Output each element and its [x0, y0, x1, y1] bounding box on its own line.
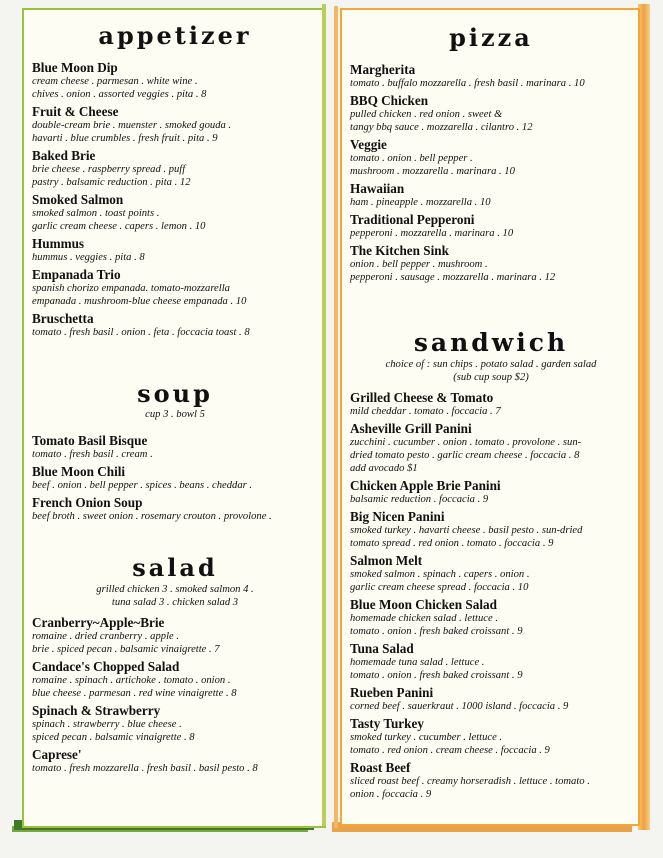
right-menu-panel [340, 8, 640, 826]
menu-item-name: Salmon Melt [350, 553, 423, 568]
menu-item-name: Margherita [350, 62, 416, 77]
right-panel-edge-left [334, 6, 338, 828]
salad-section [32, 553, 318, 778]
menu-item [350, 553, 632, 594]
menu-item-description: smoked salmon . toast points . [32, 208, 160, 219]
menu-item [350, 421, 632, 475]
menu-item [350, 509, 632, 550]
menu-item-name: Veggie [350, 137, 387, 152]
menu-item-description: tomato . buffalo mozzarella . fresh basil . marinara . 10 [350, 78, 585, 89]
salad-subtitle-line-1: grilled chicken 3 . smoked salmon 4 . [96, 584, 254, 595]
menu-item [350, 181, 632, 209]
soup-section [32, 379, 318, 526]
menu-item-description: garlic cream cheese . capers . lemon . 10 [32, 221, 206, 232]
menu-item-name: Blue Moon Chicken Salad [350, 597, 497, 612]
menu-item-description: ham . pineapple . mozzarella . 10 [350, 197, 491, 208]
salad-heading: salad [132, 553, 218, 582]
menu-item-description: mild cheddar . tomato . foccacia . 7 [350, 406, 501, 417]
menu-item [350, 390, 632, 418]
menu-item [32, 148, 318, 189]
menu-item-description: sliced roast beef . creamy horseradish . lettuce . tomato . [350, 776, 590, 787]
menu-item-name: Cranberry~Apple~Brie [32, 615, 165, 630]
soup-heading: soup [137, 379, 213, 408]
pizza-list [350, 62, 632, 284]
menu-item-description: balsamic reduction . foccacia . 9 [350, 494, 489, 505]
menu-item-description: brie cheese . raspberry spread . puff [32, 164, 186, 175]
menu-item [350, 478, 632, 506]
menu-item-description: tomato . onion . bell pepper . [350, 153, 473, 164]
left-panel-edge [322, 4, 326, 826]
menu-item [350, 641, 632, 682]
menu-item [350, 716, 632, 757]
menu-item-description: tomato spread . red onion . tomato . foccacia . 9 [350, 538, 554, 549]
menu-item [350, 243, 632, 284]
menu-item-name: Fruit & Cheese [32, 104, 119, 119]
menu-item [32, 236, 318, 264]
menu-item [32, 267, 318, 308]
pizza-section [350, 23, 632, 287]
menu-item-name: BBQ Chicken [350, 93, 429, 108]
menu-item-description: pepperoni . sausage . mozzarella . marinara . 12 [350, 272, 556, 283]
pizza-heading: pizza [449, 23, 533, 52]
menu-item-description: spinach . strawberry . blue cheese . [32, 719, 182, 730]
menu-item-name: Grilled Cheese & Tomato [350, 390, 494, 405]
menu-item-name: Spinach & Strawberry [32, 703, 161, 718]
sandwich-section [350, 330, 632, 804]
menu-item-name: Hawaiian [350, 181, 405, 196]
menu-item-name: French Onion Soup [32, 495, 143, 510]
menu-item-name: The Kitchen Sink [350, 243, 449, 258]
menu-item-description: smoked turkey . havarti cheese . basil pesto . sun-dried [350, 525, 583, 536]
menu-item [350, 760, 632, 801]
menu-item-name: Caprese' [32, 747, 82, 762]
menu-item-description: tomato . onion . fresh baked croissant . 9 [350, 670, 523, 681]
menu-item-description: tomato . fresh basil . onion . feta . foccacia toast . 8 [32, 327, 250, 338]
menu-item [32, 659, 318, 700]
sandwich-subtitle-line-1: choice of : sun chips . potato salad . garden salad [385, 359, 597, 370]
menu-item-description: pastry . balsamic reduction . pita . 12 [32, 177, 191, 188]
menu-item [32, 192, 318, 233]
menu-item [32, 311, 318, 339]
appetizer-heading: appetizer [98, 21, 252, 50]
menu-item-name: Big Nicen Panini [350, 509, 445, 524]
menu-item [350, 685, 632, 713]
menu-item-description: dried tomato pesto . garlic cream cheese . foccacia . 8 [350, 450, 580, 461]
menu-item-description: beef . onion . bell pepper . spices . beans . cheddar . [32, 480, 253, 491]
menu-item-name: Traditional Pepperoni [350, 212, 475, 227]
menu-item-name: Rueben Panini [350, 685, 434, 700]
menu-item-description: empanada . mushroom-blue cheese empanada . 10 [32, 296, 247, 307]
menu-item-description: tomato . onion . fresh baked croissant . 9 [350, 626, 523, 637]
menu-item-description: smoked salmon . spinach . capers . onion . [350, 569, 530, 580]
menu-item [32, 464, 318, 492]
menu-item-description: beef broth . sweet onion . rosemary crouton . provolone . [32, 511, 272, 522]
menu-item [350, 597, 632, 638]
menu-item-description: blue cheese . parmesan . red wine vinaigrette . 8 [32, 688, 237, 699]
menu-item-description: corned beef . sauerkraut . 1000 island . foccacia . 9 [350, 701, 569, 712]
left-menu-panel [22, 8, 326, 828]
menu-item-description: zucchini . cucumber . onion . tomato . provolone . sun- [350, 437, 582, 448]
menu-item [32, 495, 318, 523]
menu-item [32, 433, 318, 461]
menu-item-description: romaine . spinach . artichoke . tomato . onion . [32, 675, 231, 686]
menu-item [350, 212, 632, 240]
menu-item-description: double-cream brie . muenster . smoked gouda . [32, 120, 232, 131]
menu-item-name: Empanada Trio [32, 267, 121, 282]
menu-item-name: Candace's Chopped Salad [32, 659, 180, 674]
sandwich-list [350, 390, 632, 801]
menu-item [350, 62, 632, 90]
menu-item-name: Tasty Turkey [350, 716, 424, 731]
sandwich-subtitle-line-2: (sub cup soup $2) [453, 372, 529, 383]
menu-item-description: pepperoni . mozzarella . marinara . 10 [350, 228, 514, 239]
menu-item [32, 747, 318, 775]
menu-item-description: spanish chorizo empanada. tomato-mozzarella [32, 283, 230, 294]
menu-item [350, 137, 632, 178]
menu-item-description: homemade chicken salad . lettuce . [350, 613, 498, 624]
soup-subtitle: cup 3 . bowl 5 [145, 409, 205, 420]
menu-item [32, 104, 318, 145]
menu-item-name: Tomato Basil Bisque [32, 433, 148, 448]
soup-list [32, 433, 318, 523]
menu-item-description: garlic cream cheese spread . foccacia . 10 [350, 582, 529, 593]
menu-item-name: Baked Brie [32, 148, 96, 163]
menu-item-description: smoked turkey . cucumber . lettuce . [350, 732, 503, 743]
salad-list [32, 615, 318, 775]
menu-item-name: Roast Beef [350, 760, 411, 775]
menu-item-description: spiced pecan . balsamic vinaigrette . 8 [32, 732, 195, 743]
menu-item-description: chives . onion . assorted veggies . pita . 8 [32, 89, 207, 100]
sandwich-heading: sandwich [413, 328, 569, 357]
menu-item-description: onion . foccacia . 9 [350, 789, 432, 800]
menu-item-description: hummus . veggies . pita . 8 [32, 252, 145, 263]
appetizer-list [32, 60, 318, 339]
menu-item [32, 60, 318, 101]
salad-subtitle-line-2: tuna salad 3 . chicken salad 3 [111, 597, 239, 608]
menu-item-description: tomato . red onion . cream cheese . foccacia . 9 [350, 745, 550, 756]
appetizer-section [32, 21, 318, 342]
menu-item-name: Hummus [32, 236, 85, 251]
menu-item-description: onion . bell pepper . mushroom . [350, 259, 488, 270]
menu-item-description: tomato . fresh basil . cream . [32, 449, 153, 460]
menu-item-description: mushroom . mozzarella . marinara . 10 [350, 166, 515, 177]
menu-item-description: romaine . dried cranberry . apple . [32, 631, 180, 642]
menu-item-description: brie . spiced pecan . balsamic vinaigrette . 7 [32, 644, 220, 655]
menu-item-name: Smoked Salmon [32, 192, 124, 207]
menu-item-name: Blue Moon Chili [32, 464, 126, 479]
menu-item [350, 93, 632, 134]
menu-item-description: havarti . blue crumbles . fresh fruit . pita . 9 [32, 133, 218, 144]
menu-item-description: pulled chicken . red onion . sweet & [350, 109, 503, 120]
menu-item-name: Chicken Apple Brie Panini [350, 478, 501, 493]
menu-item-name: Tuna Salad [350, 641, 414, 656]
menu-item-name: Asheville Grill Panini [350, 421, 472, 436]
menu-item-description: add avocado $1 [350, 463, 418, 474]
menu-item-description: tomato . fresh mozzarella . fresh basil . basil pesto . 8 [32, 763, 258, 774]
menu-item [32, 615, 318, 656]
menu-item-name: Bruschetta [32, 311, 94, 326]
menu-item-name: Blue Moon Dip [32, 60, 118, 75]
menu-item-description: cream cheese . parmesan . white wine . [32, 76, 198, 87]
menu-item-description: tangy bbq sauce . mozzarella . cilantro . 12 [350, 122, 533, 133]
menu-item-description: homemade tuna salad . lettuce . [350, 657, 485, 668]
menu-item [32, 703, 318, 744]
